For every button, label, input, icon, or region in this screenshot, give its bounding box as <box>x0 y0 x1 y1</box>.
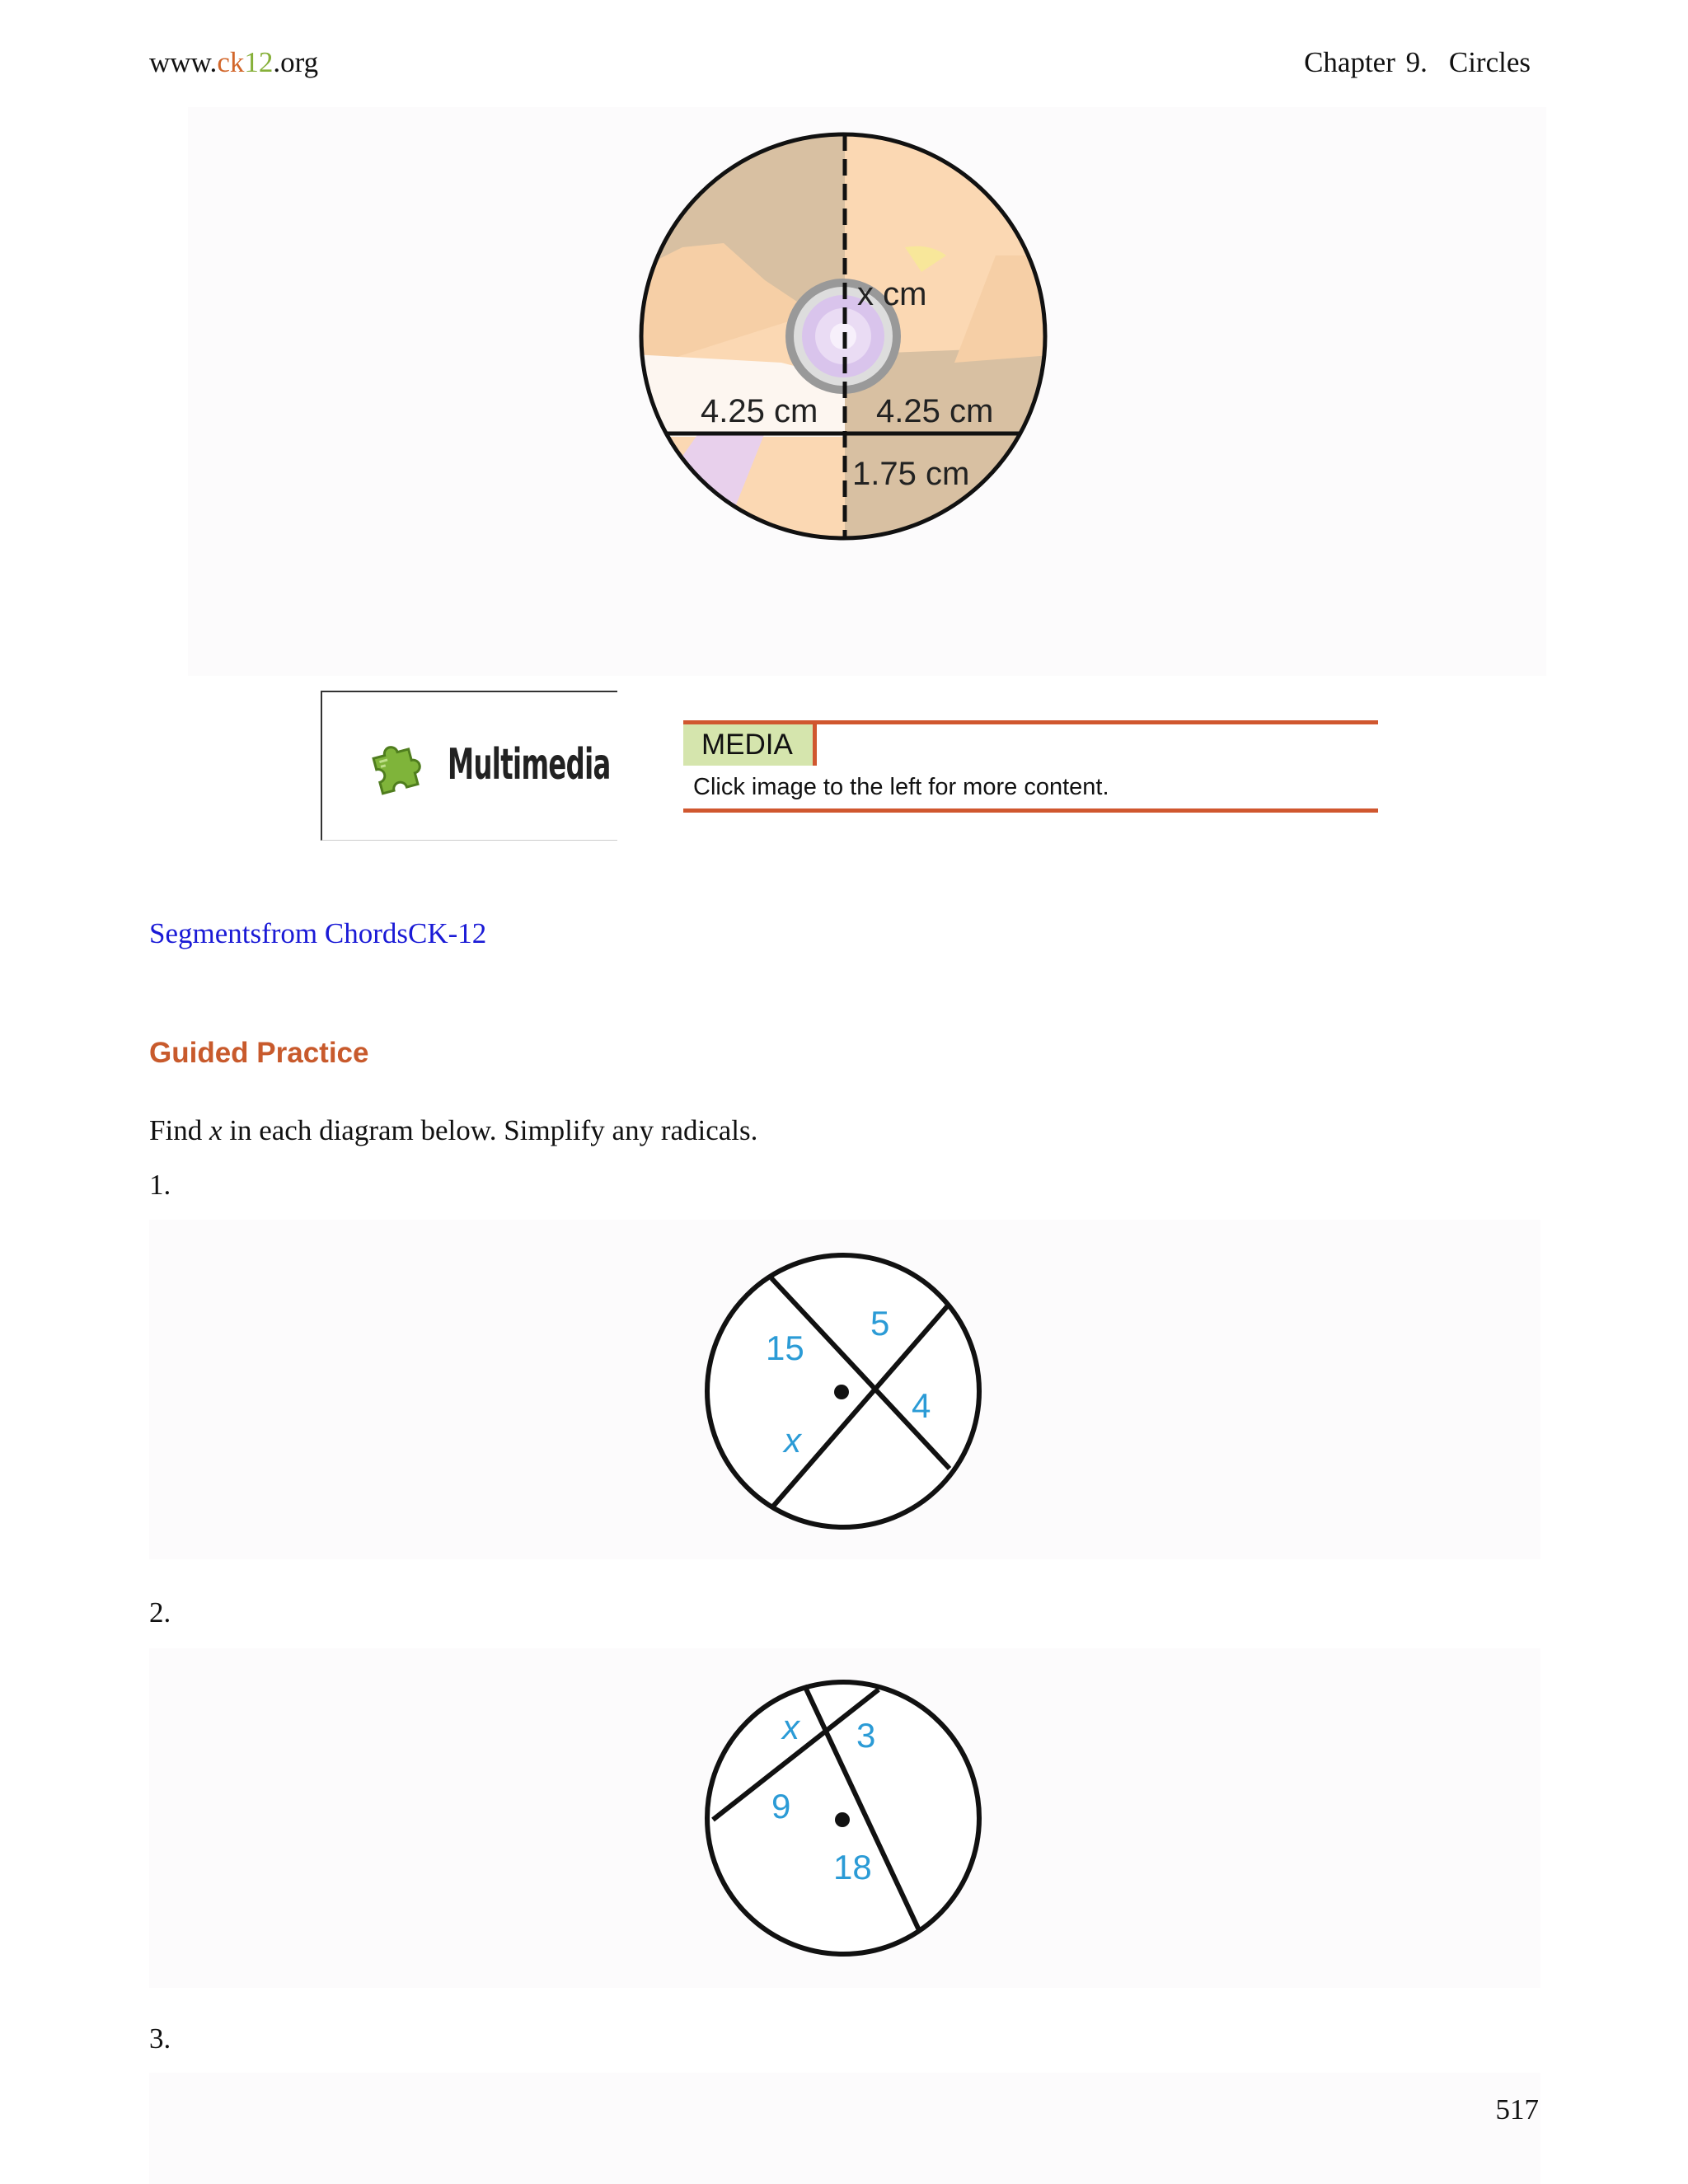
chapter-title: Circles <box>1448 46 1531 78</box>
site-url-12: 12 <box>244 46 274 78</box>
cd-figure <box>188 107 1546 676</box>
p2-label-18: 18 <box>833 1848 872 1886</box>
segments-from-chords-link[interactable]: Segmentsfrom ChordsCK-12 <box>149 917 487 949</box>
cd-label-x: x cm <box>857 276 927 312</box>
chapter-header <box>1304 46 1531 79</box>
site-url-ck: ck <box>217 46 245 78</box>
p1-label-15: 15 <box>766 1329 804 1367</box>
problem-2-diagram <box>149 1648 1540 1988</box>
problem-3-figure <box>149 2073 1540 2184</box>
multimedia-thumb-label: Multimedia <box>448 740 611 790</box>
chapter-number: Chapter 9. <box>1304 46 1428 78</box>
cd-label-right: 4.25 cm <box>876 393 994 429</box>
problem-1-diagram <box>149 1220 1540 1559</box>
problem-2-figure <box>149 1648 1540 1988</box>
cd-label-left: 4.25 cm <box>701 393 818 429</box>
site-url-suffix: .org <box>273 46 319 78</box>
site-url-prefix: www. <box>149 46 218 78</box>
problem-number-2: 2. <box>149 1596 171 1629</box>
page-number: 517 <box>1495 2093 1539 2125</box>
p2-label-9: 9 <box>771 1787 791 1825</box>
media-caption: Click image to the left for more content. <box>693 774 1109 800</box>
media-box <box>683 720 1378 813</box>
media-tag: MEDIA <box>683 724 817 766</box>
p1-label-5: 5 <box>870 1304 890 1343</box>
problem-1-figure <box>149 1220 1540 1559</box>
p1-label-4: 4 <box>912 1386 931 1425</box>
cd-chord-diagram <box>188 107 1546 676</box>
problem-number-1: 1. <box>149 1169 171 1201</box>
site-url[interactable] <box>149 46 318 79</box>
problem-number-3: 3. <box>149 2022 171 2055</box>
p1-label-x: x <box>784 1421 801 1460</box>
p2-label-3: 3 <box>856 1716 876 1755</box>
multimedia-thumbnail[interactable] <box>321 691 617 841</box>
puzzle-icon <box>362 735 428 801</box>
instructions <box>149 1114 757 1147</box>
instructions-var: x <box>209 1114 223 1146</box>
section-heading: Guided Practice <box>149 1037 369 1069</box>
p2-label-x: x <box>782 1708 799 1746</box>
instructions-after: in each diagram below. Simplify any radicals. <box>222 1114 758 1146</box>
instructions-before: Find <box>149 1114 209 1146</box>
cd-label-bottom: 1.75 cm <box>852 456 970 492</box>
